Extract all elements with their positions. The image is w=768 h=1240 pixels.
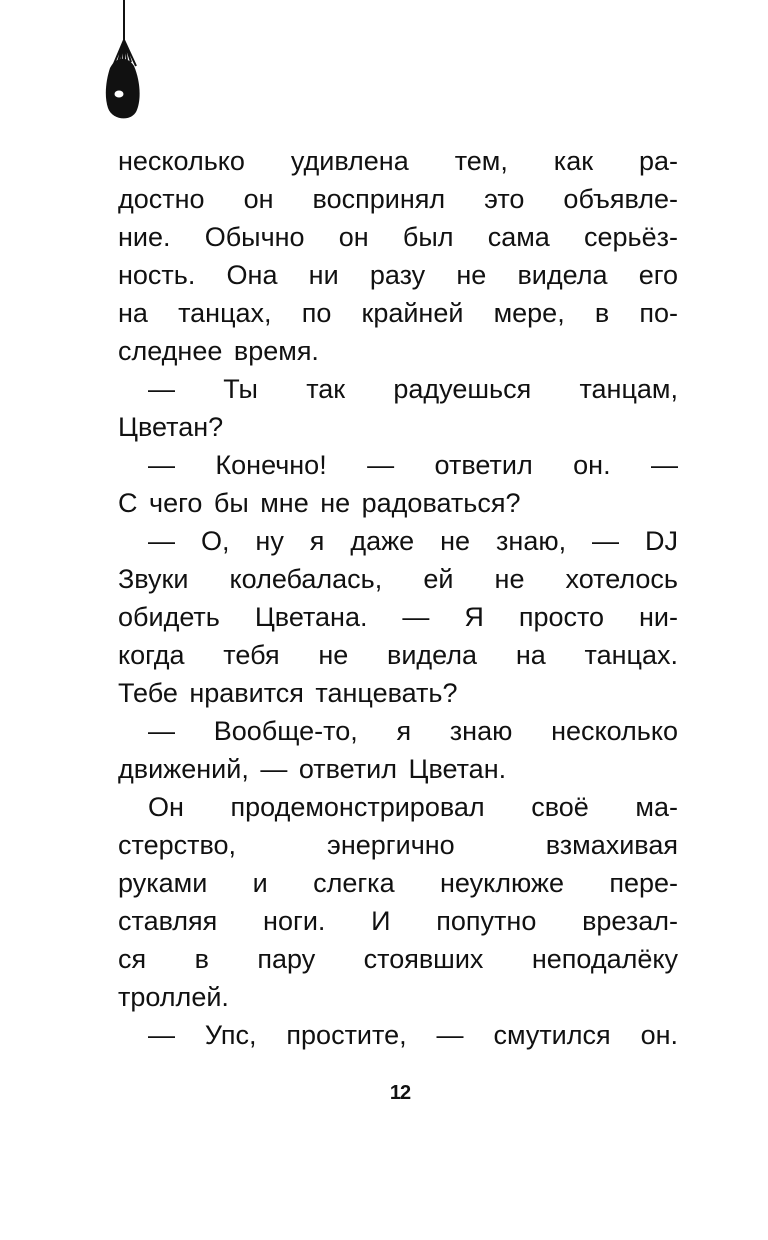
text-line: — О, ну я даже не знаю, — DJ	[148, 526, 678, 556]
paragraph	[118, 446, 678, 522]
text-line: Он продемонстрировал своё ма-	[148, 792, 678, 822]
paragraph	[118, 1016, 678, 1054]
text-line: ставляя ноги. И попутно врезал-	[118, 906, 678, 936]
troll-hair-ornament-icon	[96, 0, 156, 130]
text-line: троллей.	[118, 982, 229, 1012]
paragraph	[118, 522, 678, 712]
text-line: — Вообще-то, я знаю несколько	[148, 716, 678, 746]
text-line: — Конечно! — ответил он. —	[148, 450, 678, 480]
text-line: ность. Она ни разу не видела его	[118, 260, 678, 290]
paragraph	[118, 370, 678, 446]
text-line: когда тебя не видела на танцах.	[118, 640, 678, 670]
text-line: Тебе нравится танцевать?	[118, 678, 458, 708]
paragraph	[118, 788, 678, 1016]
paragraph	[118, 142, 678, 370]
text-line: несколько удивлена тем, как ра-	[118, 146, 678, 176]
paragraph	[118, 712, 678, 788]
text-line: Цветан?	[118, 412, 224, 442]
page-body-text	[118, 142, 678, 1054]
text-line: движений, — ответил Цветан.	[118, 754, 507, 784]
text-line: ся в пару стоявших неподалёку	[118, 944, 678, 974]
text-line: С чего бы мне не радоваться?	[118, 488, 521, 518]
text-line: обидеть Цветана. — Я просто ни-	[118, 602, 678, 632]
text-line: Звуки колебалась, ей не хотелось	[118, 564, 678, 594]
text-line: ние. Обычно он был сама серьёз-	[118, 222, 678, 252]
text-line: руками и слегка неуклюже пере-	[118, 868, 678, 898]
text-line: достно он воспринял это объявле-	[118, 184, 678, 214]
page-number: 12	[389, 1082, 411, 1104]
text-line: на танцах, по крайней мере, в по-	[118, 298, 678, 328]
text-line: — Ты так радуешься танцам,	[148, 374, 678, 404]
text-line: следнее время.	[118, 336, 319, 366]
text-line: стерство, энергично взмахивая	[118, 830, 678, 860]
text-line: — Упс, простите, — смутился он.	[148, 1020, 678, 1050]
